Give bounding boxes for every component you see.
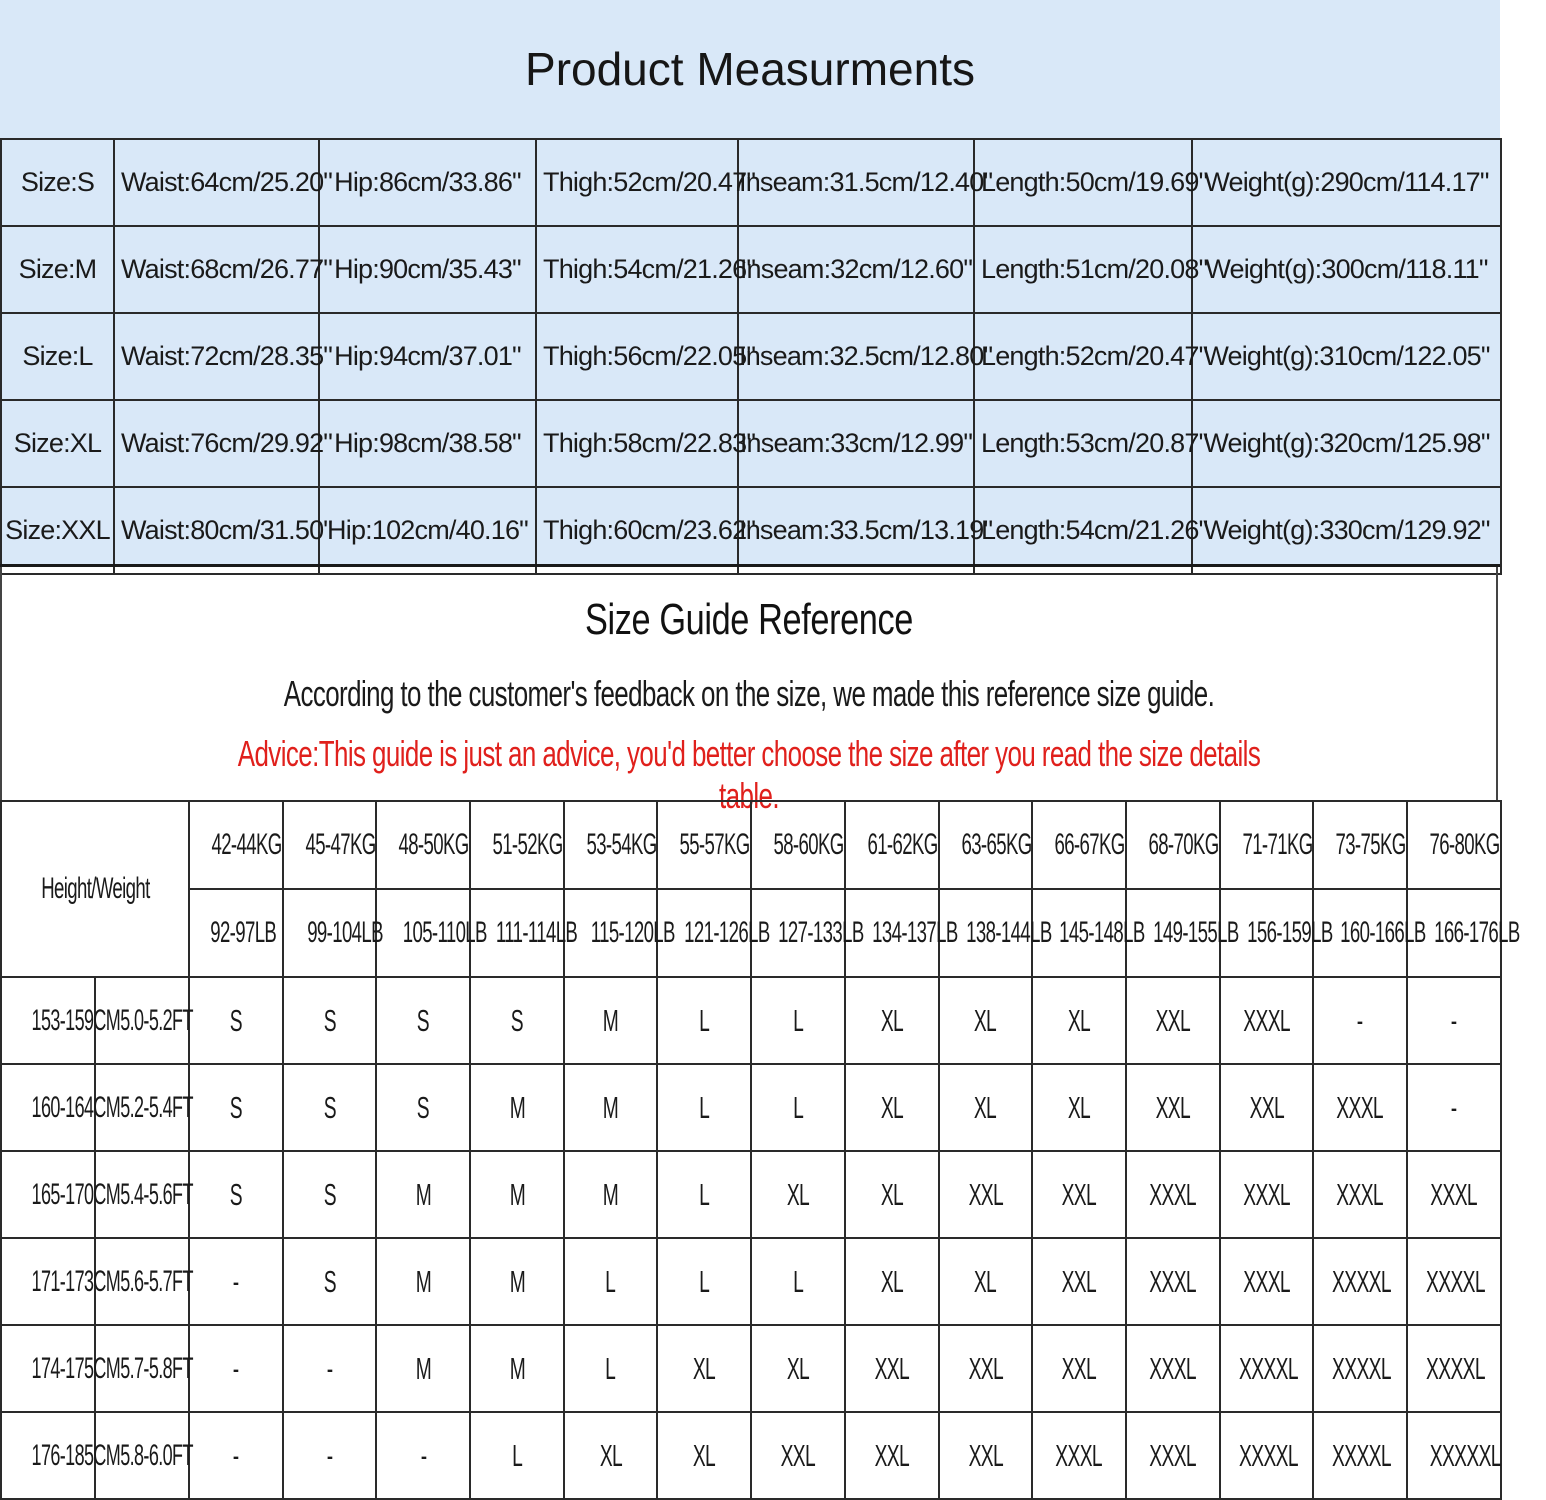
recommended-size-cell <box>751 1412 845 1499</box>
recommended-size-label: M <box>415 1350 431 1386</box>
recommended-size-label: M <box>602 1089 619 1125</box>
measurement-hip-cell: Hip:90cm/35.43" <box>319 226 536 313</box>
recommended-size-label: XL <box>786 1350 810 1386</box>
measurement-weight-cell: Weight(g):300cm/118.11" <box>1192 226 1501 313</box>
recommended-size-label: XL <box>880 1089 903 1125</box>
kg-header-cell <box>751 801 845 889</box>
measurement-waist-cell: Waist:76cm/29.92" <box>114 400 319 487</box>
measurements-table <box>0 138 1502 575</box>
recommended-size-cell <box>1032 1151 1126 1238</box>
recommended-size-cell <box>1407 1064 1501 1151</box>
recommended-size-label: XL <box>880 1176 903 1212</box>
recommended-size-cell <box>189 1064 283 1151</box>
measurement-weight-cell: Weight(g):290cm/114.17" <box>1192 139 1501 226</box>
kg-header-label: 42-44KG <box>211 828 282 861</box>
recommended-size-label: S <box>229 1089 242 1125</box>
kg-header-label: 68-70KG <box>1148 828 1219 861</box>
recommended-size-label: S <box>323 1263 336 1299</box>
recommended-size-cell <box>189 1325 283 1412</box>
recommended-size-cell <box>657 1412 751 1499</box>
kg-header-label: 61-62KG <box>867 828 938 861</box>
recommended-size-cell <box>845 977 939 1064</box>
recommended-size-cell <box>939 1238 1033 1325</box>
recommended-size-cell <box>470 1064 564 1151</box>
recommended-size-label: M <box>602 1002 619 1038</box>
recommended-size-label: XXXL <box>1336 1176 1384 1212</box>
kg-header-label: 53-54KG <box>586 828 657 861</box>
recommended-size-label: XL <box>693 1437 716 1473</box>
recommended-size-label: XXXL <box>1243 1176 1290 1212</box>
recommended-size-cell <box>1313 1412 1407 1499</box>
recommended-size-label: XXL <box>1061 1176 1097 1212</box>
recommended-size-cell <box>1407 977 1501 1064</box>
recommended-size-cell <box>1126 1151 1220 1238</box>
kg-header-cell <box>1126 801 1220 889</box>
recommended-size-label: XXXXL <box>1425 1263 1485 1299</box>
recommended-size-label: XXXL <box>1055 1437 1103 1473</box>
recommended-size-label: - <box>1357 1002 1363 1038</box>
recommended-size-cell <box>657 1325 751 1412</box>
lb-header-label: 134-137LB <box>872 916 958 949</box>
height-cm-cell <box>1 1151 121 1238</box>
kg-header-cell <box>1032 801 1126 889</box>
kg-header-label: 45-47KG <box>305 828 376 861</box>
measurement-row <box>1 313 1501 400</box>
recommended-size-cell <box>1220 1064 1314 1151</box>
recommended-size-cell <box>751 1064 845 1151</box>
recommended-size-cell <box>1407 1412 1501 1499</box>
recommended-size-cell <box>470 1325 564 1412</box>
height-cm-cell <box>1 1238 121 1325</box>
recommended-size-label: XL <box>974 1089 997 1125</box>
measurement-inseam-cell: Inseam:33cm/12.99" <box>738 400 974 487</box>
kg-header-cell <box>376 801 470 889</box>
lb-header-label: 145-148LB <box>1059 916 1145 949</box>
recommended-size-label: XXXXL <box>1332 1350 1392 1386</box>
recommended-size-cell <box>1126 1238 1220 1325</box>
measurement-size-cell: Size:XL <box>1 400 114 487</box>
measurement-length-cell: Length:52cm/20.47" <box>974 313 1192 400</box>
recommended-size-cell <box>1220 1238 1314 1325</box>
lb-header-cell <box>564 889 675 977</box>
recommended-size-cell <box>1220 977 1314 1064</box>
height-cm-cell <box>1 1412 121 1499</box>
kg-header-cell <box>470 801 564 889</box>
lb-header-label: 160-166LB <box>1340 916 1426 949</box>
measurement-row <box>1 487 1501 574</box>
recommended-size-label: XXXL <box>1243 1263 1290 1299</box>
recommended-size-label: XXL <box>968 1176 1003 1212</box>
recommended-size-label: S <box>323 1089 336 1125</box>
size-guide-title: Size Guide Reference <box>585 595 913 644</box>
measurement-waist-cell: Waist:64cm/25.20" <box>114 139 319 226</box>
kg-header-label: 76-80KG <box>1429 828 1500 861</box>
recommended-size-label: S <box>323 1002 336 1038</box>
measurement-hip-cell: Hip:86cm/33.86" <box>319 139 536 226</box>
recommended-size-cell <box>657 977 751 1064</box>
height-ft-label: 5.6-5.7FT <box>120 1264 193 1298</box>
recommended-size-label: XL <box>599 1437 622 1473</box>
recommended-size-label: S <box>229 1176 242 1212</box>
measurement-weight-cell: Weight(g):330cm/129.92" <box>1192 487 1501 574</box>
recommended-size-cell <box>1126 1064 1220 1151</box>
recommended-size-cell <box>1407 1151 1501 1238</box>
recommended-size-label: XXXXL <box>1238 1437 1298 1473</box>
size-guide-row <box>1 1325 1501 1412</box>
recommended-size-label: - <box>232 1437 239 1473</box>
kg-header-label: 55-57KG <box>679 828 751 861</box>
measurement-hip-cell: Hip:102cm/40.16" <box>319 487 536 574</box>
recommended-size-cell <box>189 977 283 1064</box>
recommended-size-label: XL <box>974 1002 997 1038</box>
corner-label: Height/Weight <box>40 872 150 905</box>
recommended-size-label: - <box>232 1350 239 1386</box>
recommended-size-label: M <box>509 1263 525 1299</box>
recommended-size-cell <box>1313 1238 1407 1325</box>
recommended-size-label: S <box>417 1002 430 1038</box>
recommended-size-cell <box>376 1064 470 1151</box>
measurement-size-cell: Size:XXL <box>1 487 114 574</box>
recommended-size-label: S <box>323 1176 336 1212</box>
recommended-size-cell <box>470 1412 564 1499</box>
kg-header-label: 58-60KG <box>773 828 844 861</box>
recommended-size-cell <box>564 1151 658 1238</box>
recommended-size-cell <box>1032 1325 1126 1412</box>
recommended-size-cell <box>751 1325 845 1412</box>
lb-header-label: 127-133LB <box>778 916 864 949</box>
lb-header-cell <box>189 889 283 977</box>
measurement-length-cell: Length:51cm/20.08" <box>974 226 1192 313</box>
recommended-size-cell <box>939 977 1033 1064</box>
recommended-size-cell <box>1407 1325 1501 1412</box>
size-guide-row <box>1 1064 1501 1151</box>
recommended-size-cell <box>283 977 377 1064</box>
kg-header-label: 73-75KG <box>1335 828 1406 861</box>
height-cm-label: 176-185CM <box>31 1438 121 1472</box>
height-ft-label: 5.7-5.8FT <box>120 1351 193 1385</box>
weight-kg-header-row <box>1 801 1501 889</box>
height-cm-cell <box>1 977 121 1064</box>
recommended-size-cell <box>1126 1412 1220 1499</box>
lb-header-label: 115-120LB <box>590 916 675 949</box>
recommended-size-label: XXL <box>1061 1350 1097 1386</box>
recommended-size-cell <box>283 1325 377 1412</box>
weight-lb-header-row <box>1 889 1501 977</box>
recommended-size-label: XXXXL <box>1332 1263 1392 1299</box>
product-measurements-section <box>0 0 1500 566</box>
recommended-size-cell <box>657 1151 751 1238</box>
recommended-size-label: XL <box>1067 1002 1091 1038</box>
recommended-size-cell <box>845 1325 939 1412</box>
recommended-size-label: - <box>326 1350 333 1386</box>
size-guide-heading <box>0 567 1498 816</box>
recommended-size-label: XXXL <box>1149 1263 1197 1299</box>
recommended-size-label: XL <box>693 1350 716 1386</box>
height-ft-label: 5.0-5.2FT <box>120 1003 193 1037</box>
lb-header-label: 92-97LB <box>210 916 277 949</box>
recommended-size-label: L <box>699 1089 710 1125</box>
size-guide-table <box>0 800 1520 1500</box>
recommended-size-label: L <box>605 1263 616 1299</box>
measurement-row <box>1 139 1501 226</box>
recommended-size-cell <box>845 1064 939 1151</box>
recommended-size-label: - <box>326 1437 333 1473</box>
recommended-size-cell <box>283 1151 377 1238</box>
height-ft-label: 5.8-6.0FT <box>120 1438 193 1472</box>
measurement-inseam-cell: Inseam:33.5cm/13.19" <box>738 487 974 574</box>
measurement-hip-cell: Hip:94cm/37.01" <box>319 313 536 400</box>
lb-header-label: 111-114LB <box>495 916 578 949</box>
height-weight-corner-cell <box>1 801 189 977</box>
recommended-size-cell <box>1313 1064 1407 1151</box>
measurement-size-cell: Size:M <box>1 226 114 313</box>
recommended-size-cell <box>1407 1238 1501 1325</box>
recommended-size-cell <box>283 1238 377 1325</box>
recommended-size-label: L <box>792 1002 804 1038</box>
recommended-size-cell <box>751 977 845 1064</box>
recommended-size-cell <box>1032 977 1126 1064</box>
kg-header-cell <box>283 801 377 889</box>
kg-header-cell <box>189 801 283 889</box>
recommended-size-label: XXXL <box>1243 1002 1290 1038</box>
height-cm-cell <box>1 1064 121 1151</box>
recommended-size-label: XXL <box>1155 1002 1190 1038</box>
recommended-size-label: XXL <box>874 1437 909 1473</box>
size-guide-row <box>1 977 1501 1064</box>
lb-header-label: 149-155LB <box>1153 916 1239 949</box>
recommended-size-label: M <box>415 1176 431 1212</box>
measurement-inseam-cell: Inseam:31.5cm/12.40" <box>738 139 974 226</box>
recommended-size-label: S <box>229 1002 242 1038</box>
recommended-size-label: XXXXL <box>1332 1437 1392 1473</box>
recommended-size-cell <box>470 977 564 1064</box>
kg-header-cell <box>1313 801 1407 889</box>
recommended-size-label: XXL <box>874 1350 909 1386</box>
recommended-size-label: L <box>605 1350 616 1386</box>
measurement-size-cell: Size:S <box>1 139 114 226</box>
recommended-size-cell <box>564 977 658 1064</box>
recommended-size-cell <box>470 1151 564 1238</box>
height-cm-cell <box>1 1325 121 1412</box>
recommended-size-label: L <box>699 1176 710 1212</box>
height-ft-label: 5.4-5.6FT <box>120 1177 193 1211</box>
height-cm-label: 153-159CM <box>31 1003 121 1037</box>
lb-header-label: 138-144LB <box>965 916 1052 949</box>
size-guide-subtitle: According to the customer's feedback on the size, we made this reference size guide. <box>283 673 1215 714</box>
measurement-weight-cell: Weight(g):310cm/122.05" <box>1192 313 1501 400</box>
kg-header-label: 48-50KG <box>398 828 469 861</box>
recommended-size-label: XL <box>1067 1089 1091 1125</box>
lb-header-label: 166-176LB <box>1434 916 1520 949</box>
recommended-size-label: XXXL <box>1430 1176 1478 1212</box>
kg-header-cell <box>1220 801 1314 889</box>
recommended-size-label: M <box>415 1263 431 1299</box>
lb-header-cell <box>283 889 383 977</box>
measurement-length-cell: Length:53cm/20.87" <box>974 400 1192 487</box>
kg-header-cell <box>845 801 939 889</box>
height-cm-label: 165-170CM <box>31 1177 121 1211</box>
measurement-hip-cell: Hip:98cm/38.58" <box>319 400 536 487</box>
recommended-size-cell <box>283 1064 377 1151</box>
recommended-size-cell <box>1032 1412 1126 1499</box>
recommended-size-label: L <box>511 1437 522 1473</box>
recommended-size-cell <box>1220 1151 1314 1238</box>
size-guide-row <box>1 1151 1501 1238</box>
lb-header-cell <box>376 889 488 977</box>
recommended-size-cell <box>376 977 470 1064</box>
kg-header-cell <box>564 801 658 889</box>
height-cm-label: 171-173CM <box>31 1264 121 1298</box>
kg-header-label: 63-65KG <box>961 828 1032 861</box>
recommended-size-cell <box>1313 1151 1407 1238</box>
lb-header-label: 99-104LB <box>306 916 383 949</box>
recommended-size-label: XXL <box>968 1350 1003 1386</box>
recommended-size-cell <box>1220 1412 1314 1499</box>
lb-header-label: 156-159LB <box>1246 916 1333 949</box>
recommended-size-label: XXXXL <box>1425 1350 1485 1386</box>
recommended-size-label: - <box>420 1437 427 1473</box>
recommended-size-cell <box>189 1151 283 1238</box>
recommended-size-cell <box>751 1151 845 1238</box>
recommended-size-cell <box>564 1325 658 1412</box>
recommended-size-label: XXXXXL <box>1429 1437 1501 1473</box>
recommended-size-cell <box>939 1064 1033 1151</box>
measurement-weight-cell: Weight(g):320cm/125.98" <box>1192 400 1501 487</box>
recommended-size-cell <box>1032 1238 1126 1325</box>
recommended-size-cell <box>939 1151 1033 1238</box>
recommended-size-label: XXXXL <box>1238 1350 1298 1386</box>
recommended-size-label: XXL <box>968 1437 1003 1473</box>
recommended-size-cell <box>939 1325 1033 1412</box>
recommended-size-label: XXL <box>780 1437 816 1473</box>
recommended-size-cell <box>1220 1325 1314 1412</box>
recommended-size-cell <box>564 1238 658 1325</box>
measurement-waist-cell: Waist:72cm/28.35" <box>114 313 319 400</box>
measurement-inseam-cell: Inseam:32.5cm/12.80" <box>738 313 974 400</box>
measurement-row <box>1 400 1501 487</box>
lb-header-label: 121-126LB <box>684 916 771 949</box>
measurement-waist-cell: Waist:80cm/31.50" <box>114 487 319 574</box>
recommended-size-cell <box>1313 977 1407 1064</box>
recommended-size-cell <box>939 1412 1033 1499</box>
measurement-inseam-cell: Inseam:32cm/12.60" <box>738 226 974 313</box>
recommended-size-label: XXXL <box>1149 1437 1197 1473</box>
recommended-size-label: L <box>699 1263 710 1299</box>
recommended-size-label: S <box>417 1089 430 1125</box>
recommended-size-cell <box>657 1238 751 1325</box>
size-guide-row <box>1 1238 1501 1325</box>
recommended-size-cell <box>845 1151 939 1238</box>
recommended-size-cell <box>1313 1325 1407 1412</box>
measurement-thigh-cell: Thigh:56cm/22.05" <box>536 313 738 400</box>
recommended-size-label: M <box>602 1176 619 1212</box>
recommended-size-label: XXXL <box>1336 1089 1384 1125</box>
recommended-size-cell <box>376 1325 470 1412</box>
kg-header-label: 51-52KG <box>492 828 563 861</box>
kg-header-label: 66-67KG <box>1054 828 1125 861</box>
recommended-size-label: L <box>699 1002 710 1038</box>
measurement-waist-cell: Waist:68cm/26.77" <box>114 226 319 313</box>
recommended-size-label: M <box>509 1350 525 1386</box>
height-ft-label: 5.2-5.4FT <box>120 1090 193 1124</box>
recommended-size-cell <box>564 1412 658 1499</box>
recommended-size-cell <box>470 1238 564 1325</box>
recommended-size-label: - <box>1450 1089 1457 1125</box>
recommended-size-label: L <box>792 1263 804 1299</box>
recommended-size-cell <box>376 1151 470 1238</box>
measurement-thigh-cell: Thigh:54cm/21.26" <box>536 226 738 313</box>
recommended-size-label: XXL <box>1249 1089 1284 1125</box>
recommended-size-cell <box>564 1064 658 1151</box>
lb-header-label: 105-110LB <box>403 916 488 949</box>
kg-header-cell <box>939 801 1033 889</box>
kg-header-label: 71-71KG <box>1242 828 1313 861</box>
kg-header-cell <box>657 801 751 889</box>
recommended-size-label: XL <box>786 1176 810 1212</box>
recommended-size-label: XL <box>880 1002 903 1038</box>
measurement-size-cell: Size:L <box>1 313 114 400</box>
recommended-size-label: XL <box>880 1263 903 1299</box>
measurement-row <box>1 226 1501 313</box>
recommended-size-cell <box>1032 1064 1126 1151</box>
recommended-size-cell <box>189 1238 283 1325</box>
recommended-size-cell <box>1126 1325 1220 1412</box>
recommended-size-cell <box>189 1412 283 1499</box>
recommended-size-cell <box>376 1412 470 1499</box>
recommended-size-cell <box>845 1238 939 1325</box>
kg-header-cell <box>1407 801 1501 889</box>
recommended-size-cell <box>845 1412 939 1499</box>
recommended-size-label: L <box>792 1089 804 1125</box>
recommended-size-label: XXL <box>1061 1263 1097 1299</box>
recommended-size-label: - <box>1450 1002 1457 1038</box>
measurement-length-cell: Length:54cm/21.26" <box>974 487 1192 574</box>
recommended-size-cell <box>1126 977 1220 1064</box>
measurement-thigh-cell: Thigh:52cm/20.47" <box>536 139 738 226</box>
recommended-size-cell <box>751 1238 845 1325</box>
size-guide-row <box>1 1412 1501 1499</box>
measurement-length-cell: Length:50cm/19.69" <box>974 139 1192 226</box>
height-cm-label: 174-175CM <box>31 1351 121 1385</box>
measurement-thigh-cell: Thigh:60cm/23.62" <box>536 487 738 574</box>
size-guide-advice: Advice:This guide is just an advice, you'd better choose the size after you read the size details table. <box>237 733 1261 816</box>
recommended-size-label: XXXL <box>1149 1176 1197 1212</box>
recommended-size-cell <box>283 1412 377 1499</box>
recommended-size-label: M <box>509 1089 525 1125</box>
recommended-size-cell <box>657 1064 751 1151</box>
recommended-size-label: XXXL <box>1149 1350 1197 1386</box>
recommended-size-label: M <box>509 1176 525 1212</box>
measurements-title: Product Measurments <box>525 43 975 95</box>
height-cm-label: 160-164CM <box>31 1090 121 1124</box>
measurement-thigh-cell: Thigh:58cm/22.83" <box>536 400 738 487</box>
recommended-size-label: - <box>232 1263 239 1299</box>
recommended-size-label: XL <box>974 1263 997 1299</box>
recommended-size-cell <box>376 1238 470 1325</box>
recommended-size-label: XXL <box>1155 1089 1190 1125</box>
recommended-size-label: S <box>510 1002 524 1038</box>
